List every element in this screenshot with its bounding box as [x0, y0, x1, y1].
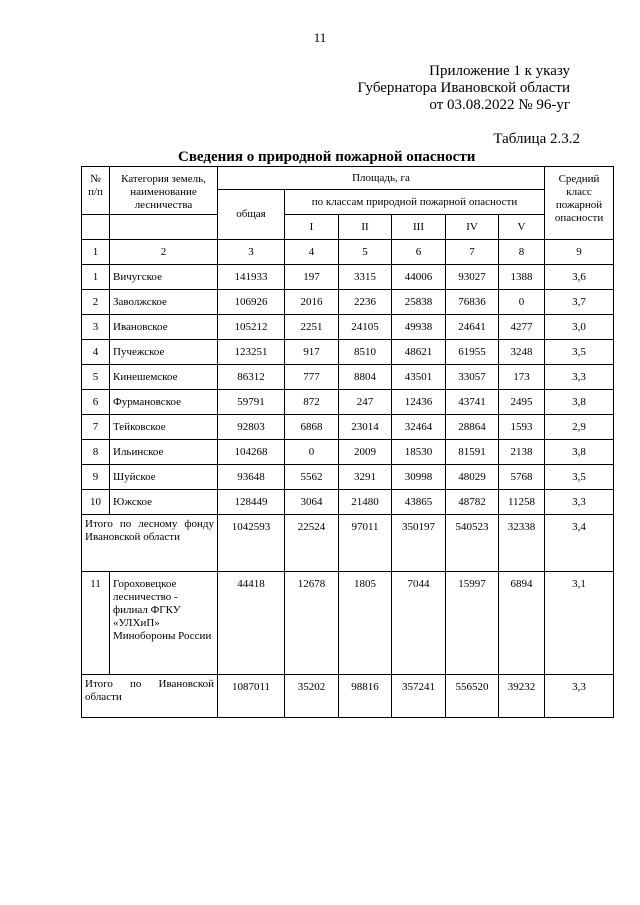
grand-total-c5: 39232	[499, 675, 545, 718]
cell-c2: 8804	[339, 365, 392, 390]
cell-c3: 25838	[392, 290, 446, 315]
total-forest-row	[82, 515, 614, 572]
cell-c2: 3315	[339, 265, 392, 290]
cell-c4: 48782	[446, 490, 499, 515]
cell-c3: 48621	[392, 340, 446, 365]
cell-c1: 917	[285, 340, 339, 365]
table-row	[82, 340, 614, 365]
cell-name: Шуйское	[110, 465, 218, 490]
cell-name: Заволжское	[110, 290, 218, 315]
cell-c1: 3064	[285, 490, 339, 515]
table-row	[82, 490, 614, 515]
table-row	[82, 265, 614, 290]
cell-c5: 173	[499, 365, 545, 390]
cell-n: 4	[82, 340, 110, 365]
cell-name: Фурмановское	[110, 390, 218, 415]
cell-c3: 44006	[392, 265, 446, 290]
header-class-3: III	[392, 215, 446, 240]
header-class-2: II	[339, 215, 392, 240]
cell-total: 141933	[218, 265, 285, 290]
cell-avg: 3,5	[545, 465, 614, 490]
cell-total: 123251	[218, 340, 285, 365]
cell-c5: 0	[499, 290, 545, 315]
appendix-line-3: от 03.08.2022 № 96-уг	[429, 97, 570, 113]
cell-c2: 247	[339, 390, 392, 415]
extra-c4: 15997	[446, 572, 499, 675]
cell-c2: 21480	[339, 490, 392, 515]
cell-avg: 3,5	[545, 340, 614, 365]
fire-danger-table	[81, 166, 614, 718]
cell-c3: 18530	[392, 440, 446, 465]
cell-c2: 2009	[339, 440, 392, 465]
total-forest-c1: 22524	[285, 515, 339, 572]
header-spacer-num	[82, 215, 110, 240]
cell-c2: 2236	[339, 290, 392, 315]
cell-avg: 3,8	[545, 390, 614, 415]
table-row	[82, 440, 614, 465]
cell-avg: 3,6	[545, 265, 614, 290]
cell-name: Тейковское	[110, 415, 218, 440]
extra-c3: 7044	[392, 572, 446, 675]
cell-name: Южское	[110, 490, 218, 515]
col-index: 3	[218, 240, 285, 265]
cell-c4: 43741	[446, 390, 499, 415]
header-by-class: по классам природной пожарной опасности	[285, 190, 545, 215]
cell-total: 86312	[218, 365, 285, 390]
cell-c1: 872	[285, 390, 339, 415]
cell-c5: 11258	[499, 490, 545, 515]
cell-c4: 93027	[446, 265, 499, 290]
cell-name: Ивановское	[110, 315, 218, 340]
cell-c2: 8510	[339, 340, 392, 365]
cell-c2: 24105	[339, 315, 392, 340]
cell-c3: 43501	[392, 365, 446, 390]
grand-total-c1: 35202	[285, 675, 339, 718]
header-area: Площадь, га	[218, 167, 545, 190]
cell-c1: 2251	[285, 315, 339, 340]
table-row	[82, 415, 614, 440]
cell-name: Вичугское	[110, 265, 218, 290]
extra-name: Гороховецкое лесничество - филиал ФГКУ «УЛХиП» Минобороны России	[110, 572, 218, 675]
grand-total-row	[82, 675, 614, 718]
cell-c1: 777	[285, 365, 339, 390]
cell-n: 9	[82, 465, 110, 490]
total-forest-c3: 350197	[392, 515, 446, 572]
total-forest-label: Итого по лесному фонду Ивановской области	[82, 515, 218, 572]
grand-total-c2: 98816	[339, 675, 392, 718]
grand-total-total: 1087011	[218, 675, 285, 718]
total-forest-avg: 3,4	[545, 515, 614, 572]
cell-total: 93648	[218, 465, 285, 490]
cell-c3: 49938	[392, 315, 446, 340]
cell-name: Кинешемское	[110, 365, 218, 390]
table-row	[82, 290, 614, 315]
appendix-line-2: Губернатора Ивановской области	[357, 80, 570, 96]
cell-avg: 3,3	[545, 490, 614, 515]
col-index: 9	[545, 240, 614, 265]
table-row	[82, 465, 614, 490]
cell-avg: 3,8	[545, 440, 614, 465]
grand-total-label: Итого по Ивановской области	[82, 675, 218, 718]
cell-n: 10	[82, 490, 110, 515]
document-title: Сведения о природной пожарной опасности	[178, 149, 476, 165]
extra-total: 44418	[218, 572, 285, 675]
appendix-line-1: Приложение 1 к указу	[429, 63, 570, 79]
cell-c5: 5768	[499, 465, 545, 490]
cell-c4: 24641	[446, 315, 499, 340]
table-row	[82, 315, 614, 340]
cell-c3: 30998	[392, 465, 446, 490]
grand-total-c4: 556520	[446, 675, 499, 718]
table-row	[82, 365, 614, 390]
grand-total-avg: 3,3	[545, 675, 614, 718]
extra-c5: 6894	[499, 572, 545, 675]
cell-c5: 4277	[499, 315, 545, 340]
column-index-row	[82, 240, 614, 265]
col-index: 4	[285, 240, 339, 265]
grand-total-c3: 357241	[392, 675, 446, 718]
cell-c5: 1593	[499, 415, 545, 440]
cell-total: 104268	[218, 440, 285, 465]
cell-n: 2	[82, 290, 110, 315]
cell-c4: 81591	[446, 440, 499, 465]
cell-n: 3	[82, 315, 110, 340]
header-num: № п/п	[82, 167, 110, 215]
header-class-1: I	[285, 215, 339, 240]
cell-total: 92803	[218, 415, 285, 440]
col-index: 8	[499, 240, 545, 265]
cell-c4: 48029	[446, 465, 499, 490]
cell-c4: 33057	[446, 365, 499, 390]
cell-c4: 61955	[446, 340, 499, 365]
cell-c4: 28864	[446, 415, 499, 440]
cell-c1: 197	[285, 265, 339, 290]
total-forest-c4: 540523	[446, 515, 499, 572]
cell-total: 59791	[218, 390, 285, 415]
cell-avg: 2,9	[545, 415, 614, 440]
cell-c3: 43865	[392, 490, 446, 515]
cell-n: 8	[82, 440, 110, 465]
cell-c1: 6868	[285, 415, 339, 440]
cell-c3: 12436	[392, 390, 446, 415]
header-class-4: IV	[446, 215, 499, 240]
header-total: общая	[218, 190, 285, 240]
cell-name: Пучежское	[110, 340, 218, 365]
header-class-5: V	[499, 215, 545, 240]
col-index: 6	[392, 240, 446, 265]
cell-avg: 3,3	[545, 365, 614, 390]
cell-avg: 3,7	[545, 290, 614, 315]
header-spacer-category	[110, 215, 218, 240]
col-index: 5	[339, 240, 392, 265]
extra-c2: 1805	[339, 572, 392, 675]
header-category: Категория земель, наименование лесничества	[110, 167, 218, 215]
table-label: Таблица 2.3.2	[493, 131, 580, 147]
cell-c1: 2016	[285, 290, 339, 315]
cell-name: Ильинское	[110, 440, 218, 465]
cell-n: 7	[82, 415, 110, 440]
total-forest-c2: 97011	[339, 515, 392, 572]
cell-avg: 3,0	[545, 315, 614, 340]
cell-c1: 5562	[285, 465, 339, 490]
cell-n: 5	[82, 365, 110, 390]
cell-c2: 23014	[339, 415, 392, 440]
col-index: 1	[82, 240, 110, 265]
extra-avg: 3,1	[545, 572, 614, 675]
header-avg-class: Средний класс пожарной опасности	[545, 167, 614, 240]
cell-c5: 1388	[499, 265, 545, 290]
cell-n: 6	[82, 390, 110, 415]
col-index: 7	[446, 240, 499, 265]
total-forest-total: 1042593	[218, 515, 285, 572]
table-row	[82, 390, 614, 415]
col-index: 2	[110, 240, 218, 265]
cell-n: 1	[82, 265, 110, 290]
cell-c5: 2495	[499, 390, 545, 415]
appendix-header	[357, 63, 570, 114]
cell-c4: 76836	[446, 290, 499, 315]
cell-c3: 32464	[392, 415, 446, 440]
cell-total: 106926	[218, 290, 285, 315]
cell-c2: 3291	[339, 465, 392, 490]
extra-forestry-row	[82, 572, 614, 675]
cell-c5: 2138	[499, 440, 545, 465]
total-forest-c5: 32338	[499, 515, 545, 572]
page-number: 11	[313, 30, 327, 45]
cell-c1: 0	[285, 440, 339, 465]
cell-total: 128449	[218, 490, 285, 515]
extra-c1: 12678	[285, 572, 339, 675]
cell-total: 105212	[218, 315, 285, 340]
cell-c5: 3248	[499, 340, 545, 365]
extra-num: 11	[82, 572, 110, 675]
